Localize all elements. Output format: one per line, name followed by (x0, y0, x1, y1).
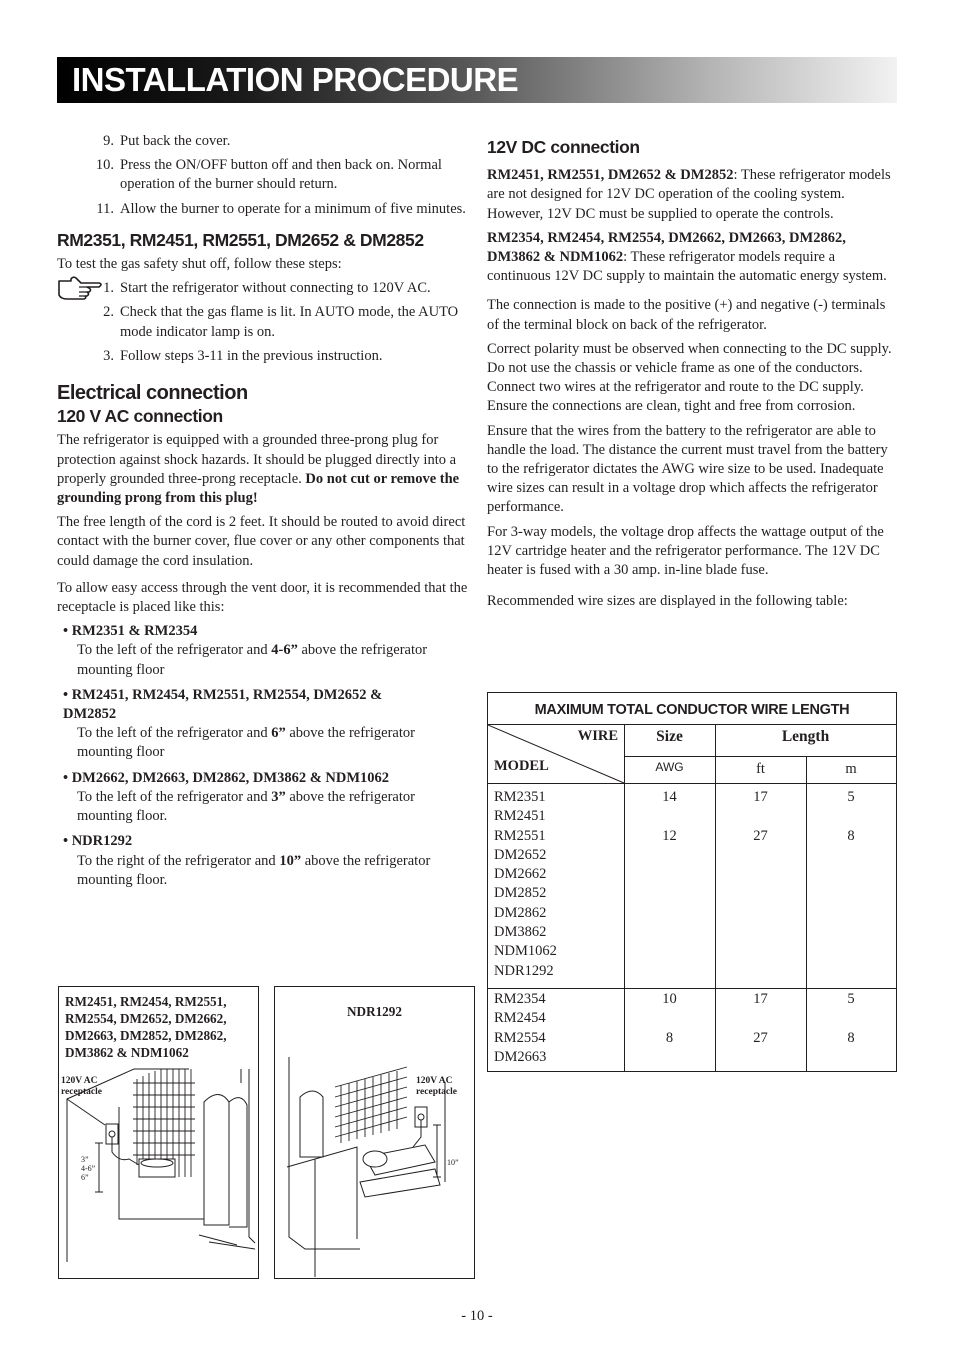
unit-ft: ft (756, 761, 765, 777)
column-header-size: Size (656, 728, 683, 745)
right-column (487, 138, 892, 616)
electrical-heading: Electrical connection (57, 382, 248, 405)
table-cell-models: RM2351 RM2451 RM2551 DM2652 DM2662 DM2852 DM2862 DM3862 NDM1062 NDR1292 (494, 789, 557, 979)
list-item: • DM2662, DM2663, DM2862, DM3862 & NDM1062 To the left of the refrigerator and 3” above the refrigerator mounting floor. (63, 769, 415, 825)
dc-heading: 12V DC connection (487, 137, 640, 157)
corner-wire-label: WIRE (577, 728, 618, 744)
pointing-hand-icon (57, 275, 105, 301)
wire-length-table (487, 692, 897, 1072)
figure-caption: RM2451, RM2454, RM2551, RM2554, DM2652, DM2662, DM2663, DM2852, DM2862, DM3862 & NDM1062 (65, 994, 227, 1060)
table-cell-awg: 10 8 (662, 991, 677, 1046)
ac-heading: 120 V AC connection (57, 406, 223, 427)
list-item: 1. Start the refrigerator without connecting to 120V AC. (103, 280, 431, 297)
dc-paragraph-5: Ensure that the wires from the battery to the refrigerator are able to handle the load. The distance the current must travel from the battery to the refrigerator dictates the AWG wire size to be used. Inadequate wire sizes can result in a voltage drop which affects the refrigerator performance. (487, 422, 888, 516)
page-title: INSTALLATION PROCEDURE (72, 61, 519, 98)
table-cell-m: 5 8 (847, 789, 855, 844)
dc-paragraph-4: Correct polarity must be observed when connecting to the DC supply. Do not use the chassis or vehicle frame as one of the conductors. Connect two wires at the refrigerator and route to the DC supply. Ensure the connections are clean, tight and free from corrosion. (487, 340, 892, 415)
table-cell-m: 5 8 (847, 991, 855, 1046)
list-item: • RM2351 & RM2354 To the left of the refrigerator and 4-6” above the refrigerator mounting floor (63, 623, 428, 678)
dc-paragraph-6: For 3-way models, the voltage drop affects the wattage output of the 12V cartridge heater and the refrigerator performance. The 12V DC heater is fused with a 30 amp. in-line blade fuse. (487, 523, 884, 579)
table-cell-ft: 17 27 (753, 789, 768, 844)
ac-paragraph-2: The free length of the cord is 2 feet. It should be routed to avoid direct contact with the burner cover, flue cover or any other components that could damage the cord insulation. (57, 514, 466, 569)
height-label: 10” (447, 1158, 459, 1167)
dc-paragraph-1: RM2451, RM2551, DM2652 & DM2852: These refrigerator models are not designed for 12V DC operation of the cooling system. However, 12V DC must be supplied to operate the controls. (487, 167, 891, 222)
figure-caption: NDR1292 (347, 1004, 402, 1019)
column-header-length: Length (781, 728, 830, 745)
list-item: 2. Check that the gas flame is lit. In AUTO mode, the AUTO mode indicator lamp is on. (103, 304, 459, 340)
gas-test-intro: To test the gas safety shut off, follow these steps: (57, 256, 342, 273)
list-item: 9. Put back the cover. (103, 133, 231, 149)
ac-paragraph-3: To allow easy access through the vent door, it is recommended that the receptacle is placed like this: (57, 579, 468, 616)
list-item: • RM2451, RM2454, RM2551, RM2554, DM2652 & DM2852 To the left of the refrigerator and 6” above the refrigerator mounting floor (63, 686, 415, 761)
list-item: • NDR1292 To the right of the refrigerator and 10” above the refrigerator mounting floor. (63, 833, 431, 888)
page-number: - 10 - (461, 1308, 493, 1324)
dc-paragraph-2: RM2354, RM2454, RM2554, DM2662, DM2663, DM2862, DM3862 & NDM1062: These refrigerator models require a continuous 12V DC supply to maintain the automatic energy system. (487, 229, 887, 285)
left-column (57, 132, 469, 896)
dc-paragraph-7: Recommended wire sizes are displayed in the following table: (487, 593, 848, 610)
table-cell-models: RM2354 RM2454 RM2554 DM2663 (494, 991, 547, 1065)
receptacle-label: 120V AC receptacle (416, 1076, 457, 1097)
refrigerator-illustration (275, 987, 474, 1278)
figure-receptacle-right (274, 986, 475, 1279)
header-bar (57, 57, 897, 103)
unit-awg: AWG (655, 760, 684, 774)
refrigerator-illustration (59, 987, 258, 1278)
list-item: 11. Allow the burner to operate for a minimum of five minutes. (96, 200, 466, 217)
unit-m: m (845, 761, 857, 777)
table-cell-ft: 17 27 (753, 991, 768, 1046)
gas-steps (57, 279, 469, 366)
height-label: 3” 4-6” 6” (81, 1155, 96, 1182)
ac-paragraph-1: The refrigerator is equipped with a grounded three-prong plug for protection against shock hazards. It should be plugged directly into a properly grounded three-prong receptacle. Do not cut or remove the grounding prong from this plug! (57, 432, 460, 507)
figure-receptacle-left (58, 986, 259, 1279)
list-item: 3. Follow steps 3-11 in the previous instruction. (103, 347, 383, 364)
gas-test-heading: RM2351, RM2451, RM2551, DM2652 & DM2852 (57, 229, 424, 250)
table-cell-awg: 14 12 (662, 789, 677, 844)
dc-paragraph-3: The connection is made to the positive (+) and negative (-) terminals of the terminal block on back of the refrigerator. (487, 297, 886, 333)
corner-model-label: MODEL (494, 758, 549, 774)
receptacle-label: 120V AC receptacle (61, 1076, 102, 1097)
table-caption: MAXIMUM TOTAL CONDUCTOR WIRE LENGTH (488, 693, 896, 725)
list-item: 10. Press the ON/OFF button off and then back on. Normal operation of the burner should return. (95, 157, 442, 193)
